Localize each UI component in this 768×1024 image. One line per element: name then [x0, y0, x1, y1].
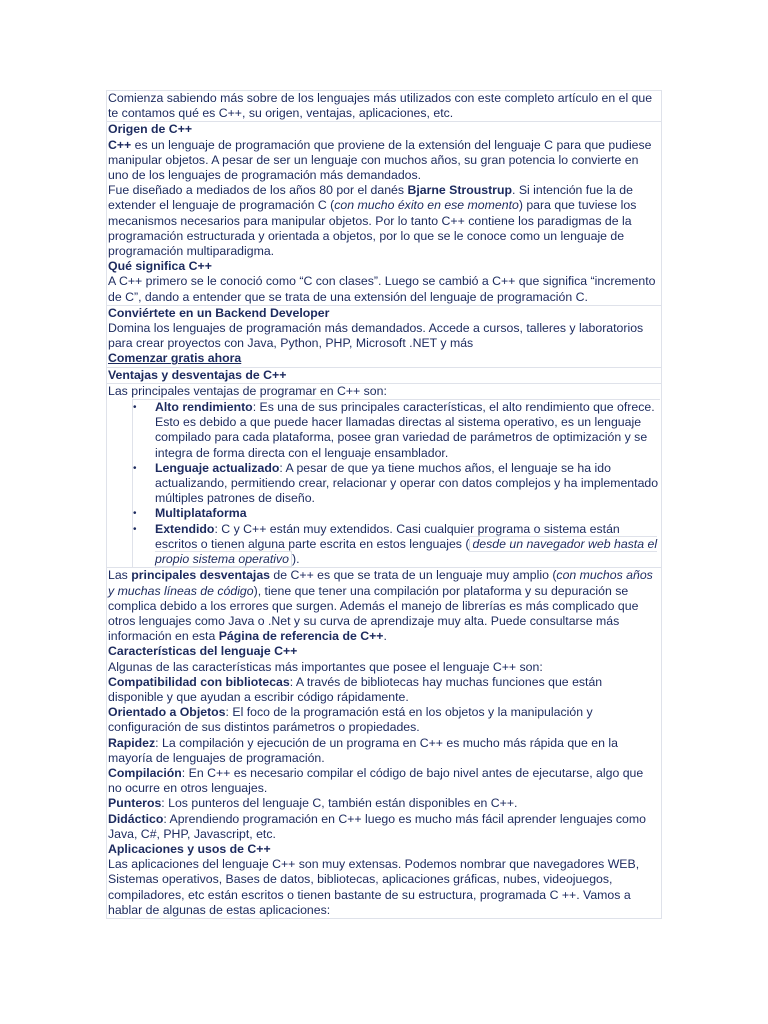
intro-block [106, 90, 662, 121]
aplicaciones-heading: Aplicaciones y usos de C++ [108, 841, 271, 856]
referencia-link[interactable]: Página de referencia de C++ [218, 629, 384, 644]
ventajas-list [132, 399, 660, 567]
ventajas-block [106, 367, 662, 383]
list-item: • Extendido: C y C++ están muy extendidos. Casi cualquier programa o sistema están escritos o tienen alguna parte escrita en estos lenguajes ( desde un navegador web hasta el propio sistema operativo ). [133, 521, 658, 567]
origen-heading: Origen de C++ [108, 122, 193, 137]
aplicaciones-paragraph: Las aplicaciones del lenguaje C++ son muy extensas. Podemos nombrar que navegadores WEB, Sistemas operativos, Bases de datos, bibliotecas, aplicaciones gráficas, nubes, videojuegos, compiladores, etc están escritos o tienen bastante de su estructura, programada C ++. Vamos a hablar de algunas de estas aplicaciones: [108, 857, 640, 917]
intro-paragraph: Comienza sabiendo más sobre de los lenguajes más utilizados con este completo artículo en el que te contamos qué es C++, su origen, ventajas, aplicaciones, etc. [108, 91, 653, 121]
caracteristica-item: Didáctico: Aprendiendo programación en C++ luego es mucho más fácil aprender lenguajes como Java, C#, PHP, Javascript, etc. [108, 811, 646, 841]
significa-paragraph: A C++ primero se le conoció como “C con clases”. Luego se cambió a C++ que significa “incremento de C”, dando a entender que se trata de una extensión del lenguaje de programación C. [108, 274, 656, 304]
caracteristica-item: Orientado a Objetos: El foco de la programación está en los objetos y la manipulación y configuración de sus distintos parámetros o propiedades. [108, 705, 593, 735]
caracteristica-item: Punteros: Los punteros del lenguaje C, también están disponibles en C++. [108, 796, 518, 811]
list-item: • Alto rendimiento: Es una de sus principales características, el alto rendimiento que ofrece. Esto es debido a que puede hacer llamadas directas al sistema operativo, es un lenguaje compilado para cada plataforma, posee gran variedad de parámetros de optimización y se integra de forma directa con el lenguaje ensamblador. [133, 400, 655, 460]
caracteristica-item: Compilación: En C++ es necesario compilar el código de bajo nivel antes de ejecutarse, algo que no ocurre en otros lenguajes. [108, 765, 644, 796]
list-item: • Multiplataforma [133, 506, 247, 521]
origen-block [106, 121, 662, 304]
bullet-icon: • [133, 402, 137, 414]
bullet-icon: • [133, 508, 137, 520]
ventajas-list-block [106, 383, 662, 567]
list-item: • Lenguaje actualizado: A pesar de que ya tiene muchos años, el lenguaje se ha ido actualizando, permitiendo crear, relacionar y operar con datos complejos y ha implementado múltiples patrones de diseño. [133, 460, 659, 506]
caracteristica-item: Rapidez: La compilación y ejecución de un programa en C++ es mucho más rápida que en la mayoría de lenguajes de programación. [108, 735, 618, 765]
resto-block [106, 567, 662, 919]
ventajas-heading: Ventajas y desventajas de C++ [108, 367, 287, 382]
caracteristicas-intro: Algunas de las características más importantes que posee el lenguaje C++ son: [108, 659, 543, 674]
ventajas-intro: Las principales ventajas de programar en C++ son: [108, 383, 387, 398]
document-body [106, 90, 662, 919]
bullet-icon: • [133, 523, 137, 535]
promo-block [106, 305, 662, 367]
caracteristicas-heading: Características del lenguaje C++ [108, 644, 298, 659]
cta-link[interactable]: Comenzar gratis ahora [108, 351, 242, 366]
caracteristica-item: Compatibilidad con bibliotecas: A través de bibliotecas hay muchas funciones que están disponible y que ayudan a escribir código rápidamente. [108, 674, 603, 704]
significa-heading: Qué significa C++ [108, 259, 212, 274]
bullet-icon: • [133, 462, 137, 474]
desventajas-paragraph: Las principales desventajas de C++ es que se trata de un lenguaje muy amplio (con muchos años y muchas líneas de código), tiene que tener una compilación por plataforma y su depuración se complica debido a los errores que surgen. Además el manejo de librerías es más complicado que otros lenguajes como Java o .Net y su curva de aprendizaje muy alta. Puede consultarse más información en esta Página de referencia de C++. [108, 568, 653, 644]
promo-paragraph: Domina los lenguajes de programación más demandados. Accede a cursos, talleres y laboratorios para crear proyectos con Java, Python, PHP, Microsoft .NET y más [108, 321, 644, 351]
promo-heading: Conviértete en un Backend Developer [108, 305, 330, 320]
origen-paragraph-1: C++ es un lenguaje de programación que proviene de la extensión del lenguaje C para que pudiese manipular objetos. A pesar de ser un lenguaje con muchos años, su gran potencia lo convierte en uno de los lenguajes de programación más demandados. [108, 137, 652, 183]
origen-paragraph-2: Fue diseñado a mediados de los años 80 por el danés Bjarne Stroustrup. Si intención fue la de extender el lenguaje de programación C (con mucho éxito en ese momento) para que tuviese los mecanismos necesarios para manipular objetos. Por lo tanto C++ contiene los paradigmas de la programación estructurada y orientada a objetos, por lo que se le conoce como un lenguaje de programación multiparadigma. [108, 183, 637, 259]
